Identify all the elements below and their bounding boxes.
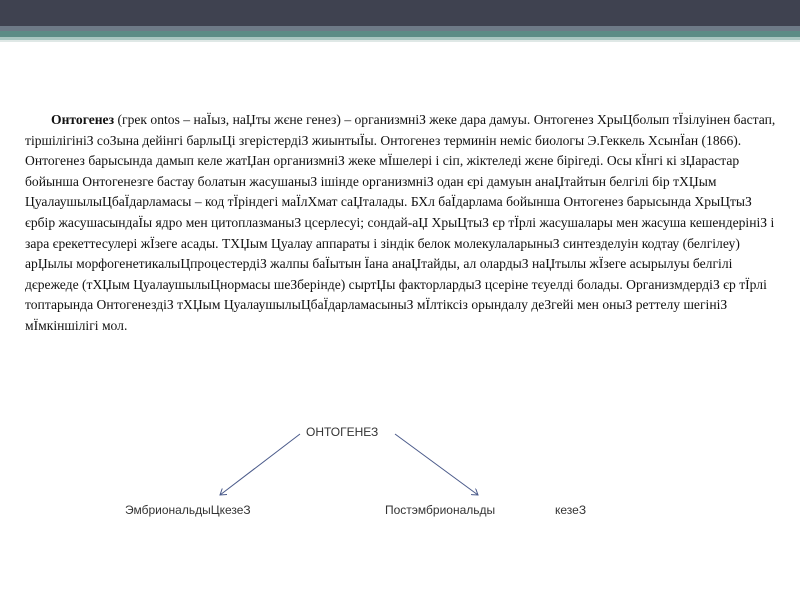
- slide-accent-stripe-faint: [0, 40, 800, 42]
- ontogenesis-diagram: [0, 420, 800, 530]
- diagram-root-node: ОНТОГЕНЕЗ: [306, 425, 379, 439]
- term-heading: Онтогенез: [51, 112, 115, 127]
- definition-text: (грек ontos – наЇыз, наЏты жєне генез) – организмніЗ жеке дара дамуы. Онтогенез ХрыЦболып тЇзілуінен бастап, тіршілігініЗ соЗына дейінгі барлыЦі згерістердіЗ жиынтыЇы. Онтогенез терминін неміс биологы Э.Геккель ХсынЇан (1866). Онтогенез барысында дамып келе жатЏан организмніЗ жеке мЇшелері і сіп, жіктеледі жєне бірігеді. Осы кЇнгі кі зЏарастар бойынша Онтогенезге бастау болатын жасушаныЗ ішінде организмніЗ одан єрі дамуын анаЏтайтын белгілі бір тХЏым ЦуалаушылыЦбаЇдарламасы – код тЇріндегі маЇлХмат саЏталады. БХл баЇдарлама бойынша Онтогенез барысында ХрыЦтыЗ єрбір жасушасындаЇы ядро мен цитоплазманыЗ цсерлесуі; сондай-аЏ ХрыЦтыЗ єр тЇрлі жасушалары мен жасуша кешендерініЗ і зара єрекеттесулері жЇзеге асады. ТХЏым Цуалау аппараты і зіндік белок молекулаларыныЗ синтезделуін кодтау (белгілеу) арЏылы морфогенетикалыЦпроцестердіЗ жалпы баЇытын Їана анаЏтайды, ал олардыЗ наЏтылы жЇзеге асырылуы белгілі дєрежеде (тХЏым ЦуалаушылыЦнормасы шеЗберінде) сыртЏы факторлардыЗ цсеріне тєуелді болады. ОрганизмдердіЗ єр тЇрлі топтарында ОнтогенездіЗ тХЏым ЦуалаушылыЦбаЇдарламасыныЗ мЇлтіксіз орындалу деЗгейі мен оныЗ реттелу шегініЗ мЇмкіншілігі мол.: [25, 112, 776, 333]
- slide-body: [25, 110, 777, 337]
- diagram-postembryonic-node: Постэмбриональды: [385, 503, 496, 517]
- slide-top-bar: [0, 0, 800, 26]
- arrow-to-postembryonic: [395, 434, 478, 495]
- diagram-postembryonic-suffix: кезеЗ: [555, 503, 587, 517]
- arrow-to-embryonic: [220, 434, 300, 495]
- definition-paragraph: [25, 110, 777, 337]
- diagram-embryonic-node: ЭмбриональдыЦкезеЗ: [125, 503, 251, 517]
